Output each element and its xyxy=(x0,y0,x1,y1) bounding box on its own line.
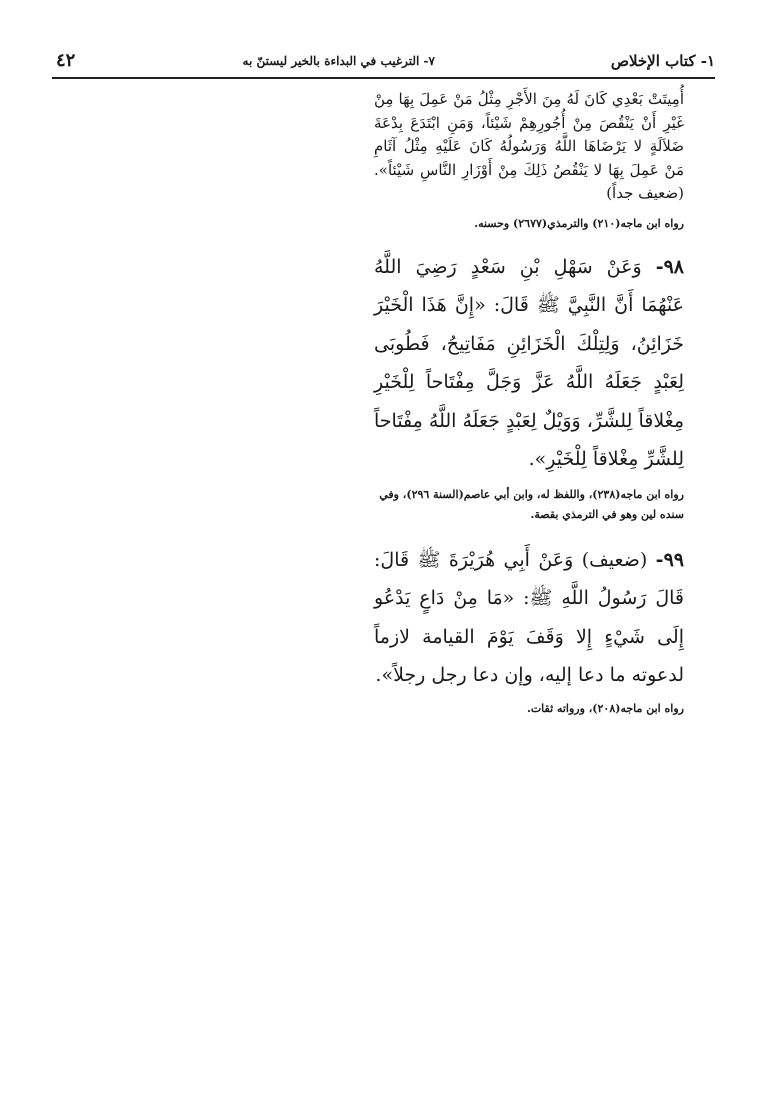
hadith-text: وَعَنْ سَهْلِ بْنِ سَعْدٍ رَضِيَ اللَّهُ عَنْهُمَا أَنَّ النَّبِيَّ ﷺ قَالَ: «إِنَّ هَذَا الْخَيْرَ خَزَائِنُ، وَلِتِلْكَ الْخَزَائِنِ مَفَاتِيحُ، فَطُوبَى لِعَبْدٍ جَعَلَهُ اللَّهُ عَزَّ وَجَلَّ مِفْتَاحاً لِلْخَيْرِ مِغْلاقاً لِلشَّرِّ، وَوَيْلٌ لِعَبْدٍ جَعَلَهُ اللَّهُ مِفْتَاحاً لِلشَّرِّ مِغْلاقاً لِلْخَيْرِ». xyxy=(374,255,684,470)
section-title: ٧- الترغيب في البداءة بالخير ليستنّ به xyxy=(242,54,435,68)
chapter-title: ١- كتاب الإخلاص xyxy=(610,52,715,70)
hadith-99 xyxy=(52,541,714,695)
running-header xyxy=(52,46,715,76)
hadith-99-source: رواه ابن ماجه(٢٠٨)، ورواته ثقات. xyxy=(526,701,684,715)
hadith-text: (ضعيف) وَعَنْ أَبِي هُرَيْرَةَ ﷺ قَالَ: قَالَ رَسُولُ اللَّهِ ﷺ: «مَا مِنْ دَاعٍ يَدْعُو إِلَى شَيْءٍ إِلا وَقَفَ يَوْمَ القيامة لازماً لدعوته ما دعا إليه، وإن دعا رجل رجلاً». xyxy=(374,548,684,686)
continuation-text: أُمِيتَتْ بَعْدِي كَانَ لَهُ مِنَ الأَجْرِ مِثْلُ مَنْ عَمِلَ بِهَا مِنْ غَيْرِ أَنْ يَنْقُصَ مِنْ أُجُورِهِمْ شَيْئاً، وَمَنِ ابْتَدَعَ بِدْعَةَ ضَلاَلَةٍ لا يَرْضَاهَا اللَّهُ وَرَسُولُهُ كَانَ عَلَيْهِ مِثْلُ آثَامِ مَنْ عَمِلَ بِهَا لا يَنْقُصُ ذَلِكَ مِنْ أَوْزَارِ النَّاسِ شَيْئاً». (ضعيف جداً) xyxy=(374,90,684,202)
continuation-source: رواه ابن ماجه(٢١٠) والترمذي(٢٦٧٧) وحسنه. xyxy=(474,216,684,230)
hadith-number: ٩٨- xyxy=(655,255,684,278)
header-divider xyxy=(52,77,715,79)
hadith-98-source: رواه ابن ماجه(٢٣٨)، واللفظ له، وابن أبي عاصم(السنة ٢٩٦)، وفي سنده لين وهو في الترمذي بقصة. xyxy=(379,487,684,521)
hadith-number: ٩٩- xyxy=(655,548,684,571)
page-number: ٤٢ xyxy=(56,50,76,71)
page-body xyxy=(52,88,714,719)
hadith-98 xyxy=(52,248,714,479)
